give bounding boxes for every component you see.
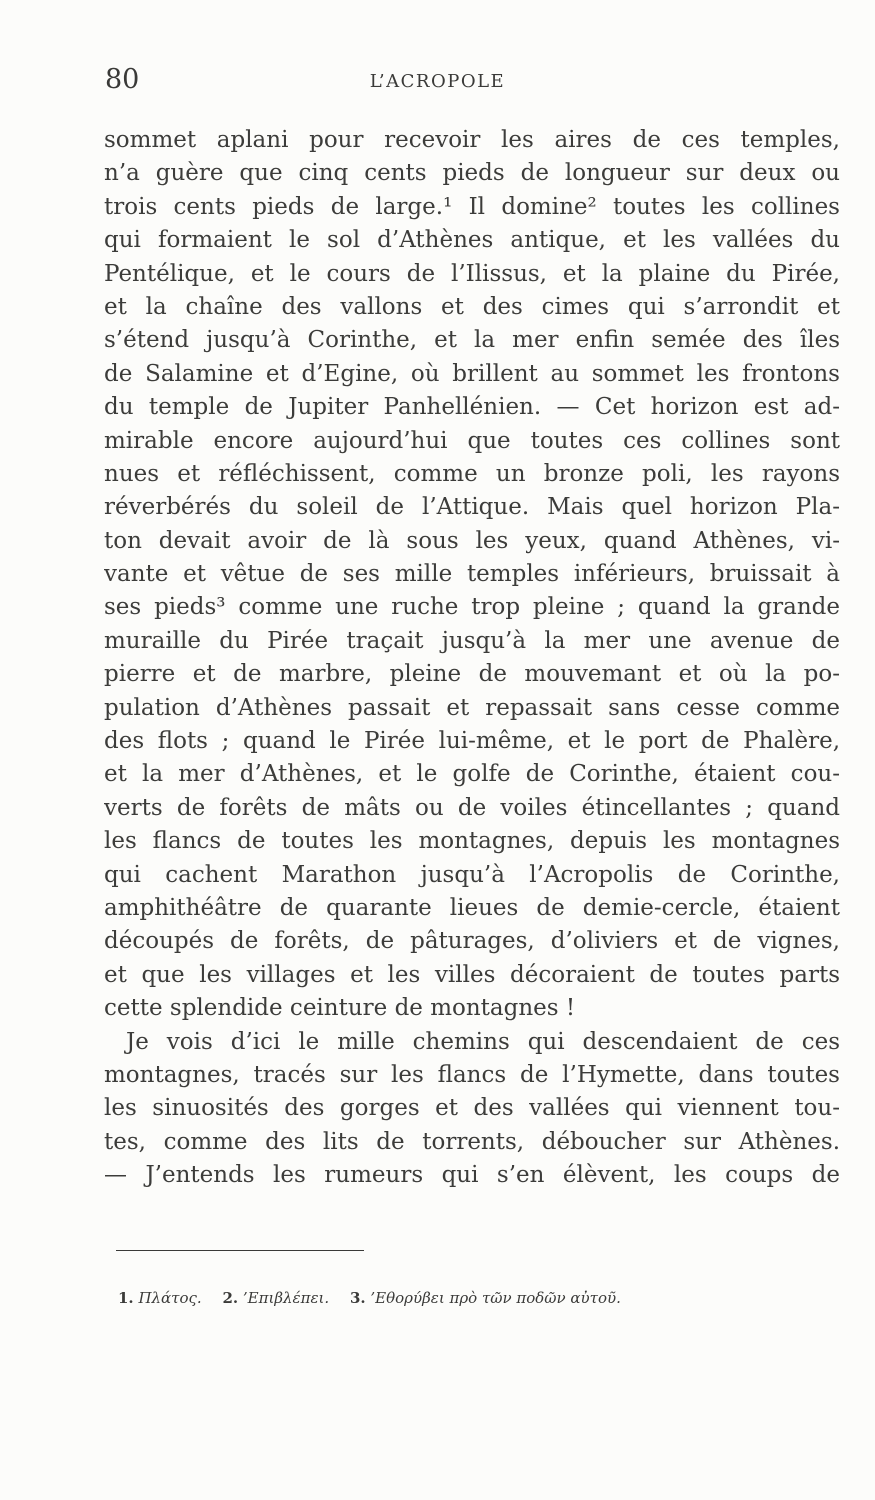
text-line: pulation d’Athènes passait et repassait sans cesse comme bbox=[104, 694, 840, 721]
text-line: et la chaîne des vallons et des cimes qui s’arrondit et bbox=[104, 293, 840, 320]
text-line: mirable encore aujourd’hui que toutes ces collines sont bbox=[104, 427, 840, 454]
text-line: n’a guère que cinq cents pieds de longueur sur deux ou bbox=[104, 160, 840, 187]
footnote-text: ’Επιβλέπει. bbox=[242, 1289, 330, 1307]
footnote-divider bbox=[116, 1250, 364, 1251]
text-line: Pentélique, et le cours de l’Ilissus, et la plaine du Pirée, bbox=[104, 260, 840, 287]
footnote-number: 1. bbox=[118, 1289, 134, 1307]
footnote-1 bbox=[118, 1286, 202, 1310]
footnote-number: 2. bbox=[222, 1289, 239, 1307]
running-head: L’ACROPOLE bbox=[369, 71, 506, 92]
text-line: qui cachent Marathon jusqu’à l’Acropolis de Corinthe, bbox=[104, 861, 840, 888]
footnotes bbox=[118, 1286, 637, 1310]
text-line: tes, comme des lits de torrents, déboucher sur Athènes. bbox=[104, 1128, 840, 1155]
text-line: de Salamine et d’Egine, où brillent au sommet les frontons bbox=[104, 360, 840, 387]
text-line: les flancs de toutes les montagnes, depuis les montagnes bbox=[104, 828, 840, 855]
text-line: amphithéâtre de quarante lieues de demie-cercle, étaient bbox=[104, 894, 840, 921]
text-line: réverbérés du soleil de l’Attique. Mais quel horizon Pla- bbox=[104, 494, 840, 521]
text-line: pierre et de marbre, pleine de mouvemant et où la po- bbox=[104, 661, 840, 688]
text-line: muraille du Pirée traçait jusqu’à la mer une avenue de bbox=[104, 627, 840, 654]
text-line: s’étend jusqu’à Corinthe, et la mer enfin semée des îles bbox=[104, 327, 840, 354]
text-line: ses pieds³ comme une ruche trop pleine ; quand la grande bbox=[104, 594, 840, 621]
text-line: et que les villages et les villes décoraient de toutes parts bbox=[104, 961, 840, 988]
text-line: trois cents pieds de large.¹ Il domine² toutes les collines bbox=[104, 193, 840, 220]
footnote-3 bbox=[350, 1286, 621, 1310]
text-line: qui formaient le sol d’Athènes antique, et les vallées du bbox=[104, 227, 840, 254]
footnote-2 bbox=[222, 1286, 329, 1310]
paragraph-end-line: cette splendide ceinture de montagnes ! bbox=[104, 995, 576, 1022]
text-line: des flots ; quand le Pirée lui-même, et le port de Phalère, bbox=[104, 728, 840, 755]
text-line: verts de forêts de mâts ou de voiles étincellantes ; quand bbox=[104, 794, 840, 821]
text-line: les sinuosités des gorges et des vallées qui viennent tou- bbox=[104, 1095, 840, 1122]
text-line: sommet aplani pour recevoir les aires de ces temples, bbox=[104, 127, 840, 153]
footnote-text: ’Εθορύβει πρὸ τῶν ποδῶν αὐτοῦ. bbox=[370, 1289, 621, 1307]
text-line: découpés de forêts, de pâturages, d’oliviers et de vignes, bbox=[104, 928, 840, 955]
text-line: — J’entends les rumeurs qui s’en élèvent, les coups de bbox=[104, 1162, 840, 1189]
paragraph-start-line: Je vois d’ici le mille chemins qui descendaient de ces bbox=[126, 1028, 840, 1055]
body-text bbox=[104, 124, 840, 1193]
text-line: nues et réfléchissent, comme un bronze poli, les rayons bbox=[104, 460, 840, 487]
footnote-text: Πλάτος. bbox=[138, 1289, 202, 1307]
page-number: 80 bbox=[105, 64, 140, 95]
text-line: ton devait avoir de là sous les yeux, quand Athènes, vi- bbox=[104, 527, 840, 554]
text-line: du temple de Jupiter Panhellénien. — Cet horizon est ad- bbox=[104, 394, 840, 421]
footnote-number: 3. bbox=[349, 1289, 366, 1307]
text-line: montagnes, tracés sur les flancs de l’Hymette, dans toutes bbox=[104, 1061, 840, 1088]
text-line: vante et vêtue de ses mille temples inférieurs, bruissait à bbox=[104, 561, 840, 588]
text-line: et la mer d’Athènes, et le golfe de Corinthe, étaient cou- bbox=[104, 761, 840, 788]
